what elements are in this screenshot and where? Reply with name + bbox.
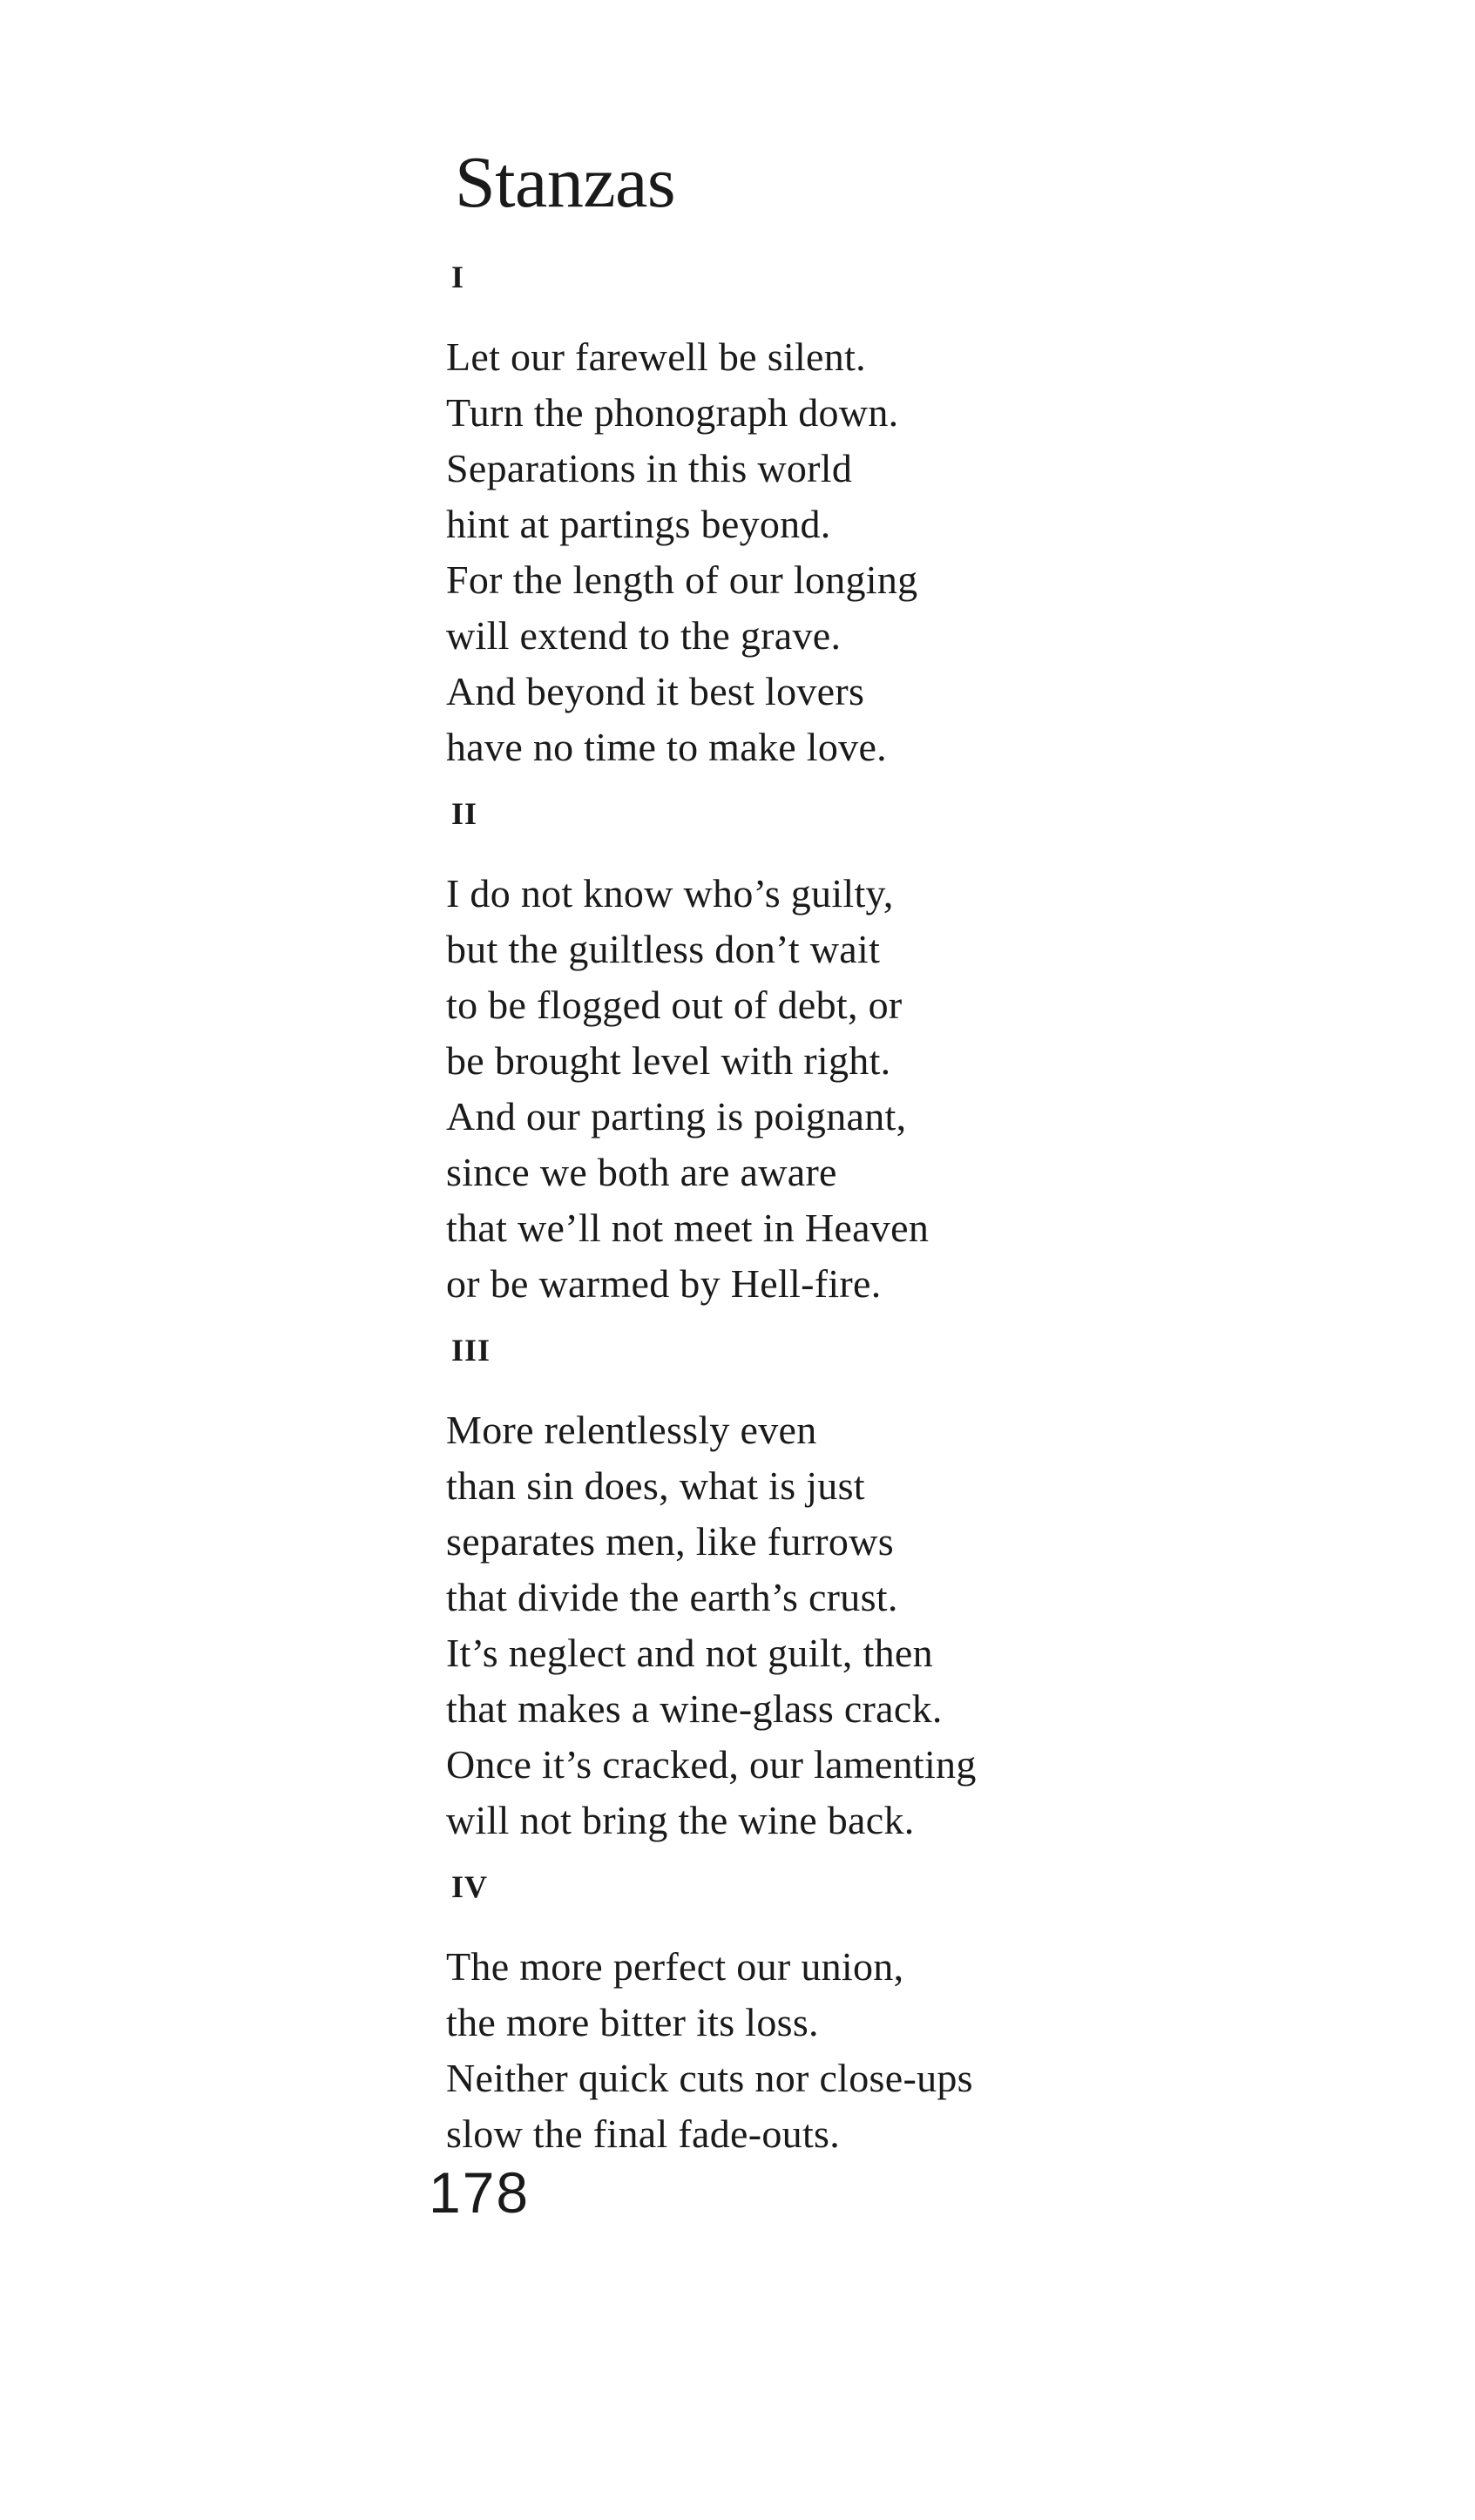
stanza-number: II	[451, 796, 478, 831]
poem-body	[446, 253, 1317, 2162]
poem-line: the more bitter its loss.	[446, 2000, 819, 2044]
poem-line: be brought level with right.	[446, 1038, 891, 1083]
poem-line: Neither quick cuts nor close-ups	[446, 2056, 973, 2100]
stanza-4	[446, 1871, 1317, 2162]
poem-line: than sin does, what is just	[446, 1463, 865, 1508]
poem-line: And beyond it best lovers	[446, 669, 865, 713]
poem-line: The more perfect our union,	[446, 1944, 904, 1989]
stanza-lines	[446, 1402, 1317, 1848]
poem-line: or be warmed by Hell-fire.	[446, 1261, 882, 1306]
poem-line: have no time to make love.	[446, 725, 887, 769]
poem-line: that divide the earth’s crust.	[446, 1575, 898, 1619]
poem-line: Once it’s cracked, our lamenting	[446, 1742, 977, 1787]
poem-line: since we both are aware	[446, 1150, 837, 1194]
poem-line: but the guiltless don’t wait	[446, 927, 881, 971]
poem-line: I do not know who’s guilty,	[446, 871, 894, 915]
poem-line: It’s neglect and not guilt, then	[446, 1631, 933, 1675]
stanza-lines	[446, 1939, 1317, 2162]
poem-line: Let our farewell be silent.	[446, 334, 866, 379]
stanza-1	[446, 261, 1317, 775]
stanza-lines	[446, 329, 1317, 775]
stanza-2	[446, 798, 1317, 1312]
poem-line: will not bring the wine back.	[446, 1798, 915, 1842]
poem-line: More relentlessly even	[446, 1408, 817, 1452]
poem-line: that we’ll not meet in Heaven	[446, 1206, 930, 1250]
poem-line: will extend to the grave.	[446, 613, 842, 658]
stanza-number: I	[451, 260, 465, 294]
poem-line: Turn the phonograph down.	[446, 390, 899, 435]
poem-line: Separations in this world	[446, 446, 853, 490]
stanza-3	[446, 1334, 1317, 1848]
poem-title: Stanzas	[455, 142, 676, 223]
page-number: 178	[429, 2160, 531, 2225]
stanza-number: III	[451, 1333, 491, 1368]
poem-line: hint at partings beyond.	[446, 502, 831, 546]
stanza-number: IV	[451, 1869, 489, 1904]
poem-line: And our parting is poignant,	[446, 1094, 907, 1138]
poem-line: to be flogged out of debt, or	[446, 983, 903, 1027]
stanza-lines	[446, 866, 1317, 1312]
poem-line: slow the final fade-outs.	[446, 2111, 841, 2156]
poem-line: For the length of our longing	[446, 557, 918, 602]
poem-line: separates men, like furrows	[446, 1519, 894, 1564]
poem-line: that makes a wine-glass crack.	[446, 1686, 943, 1731]
